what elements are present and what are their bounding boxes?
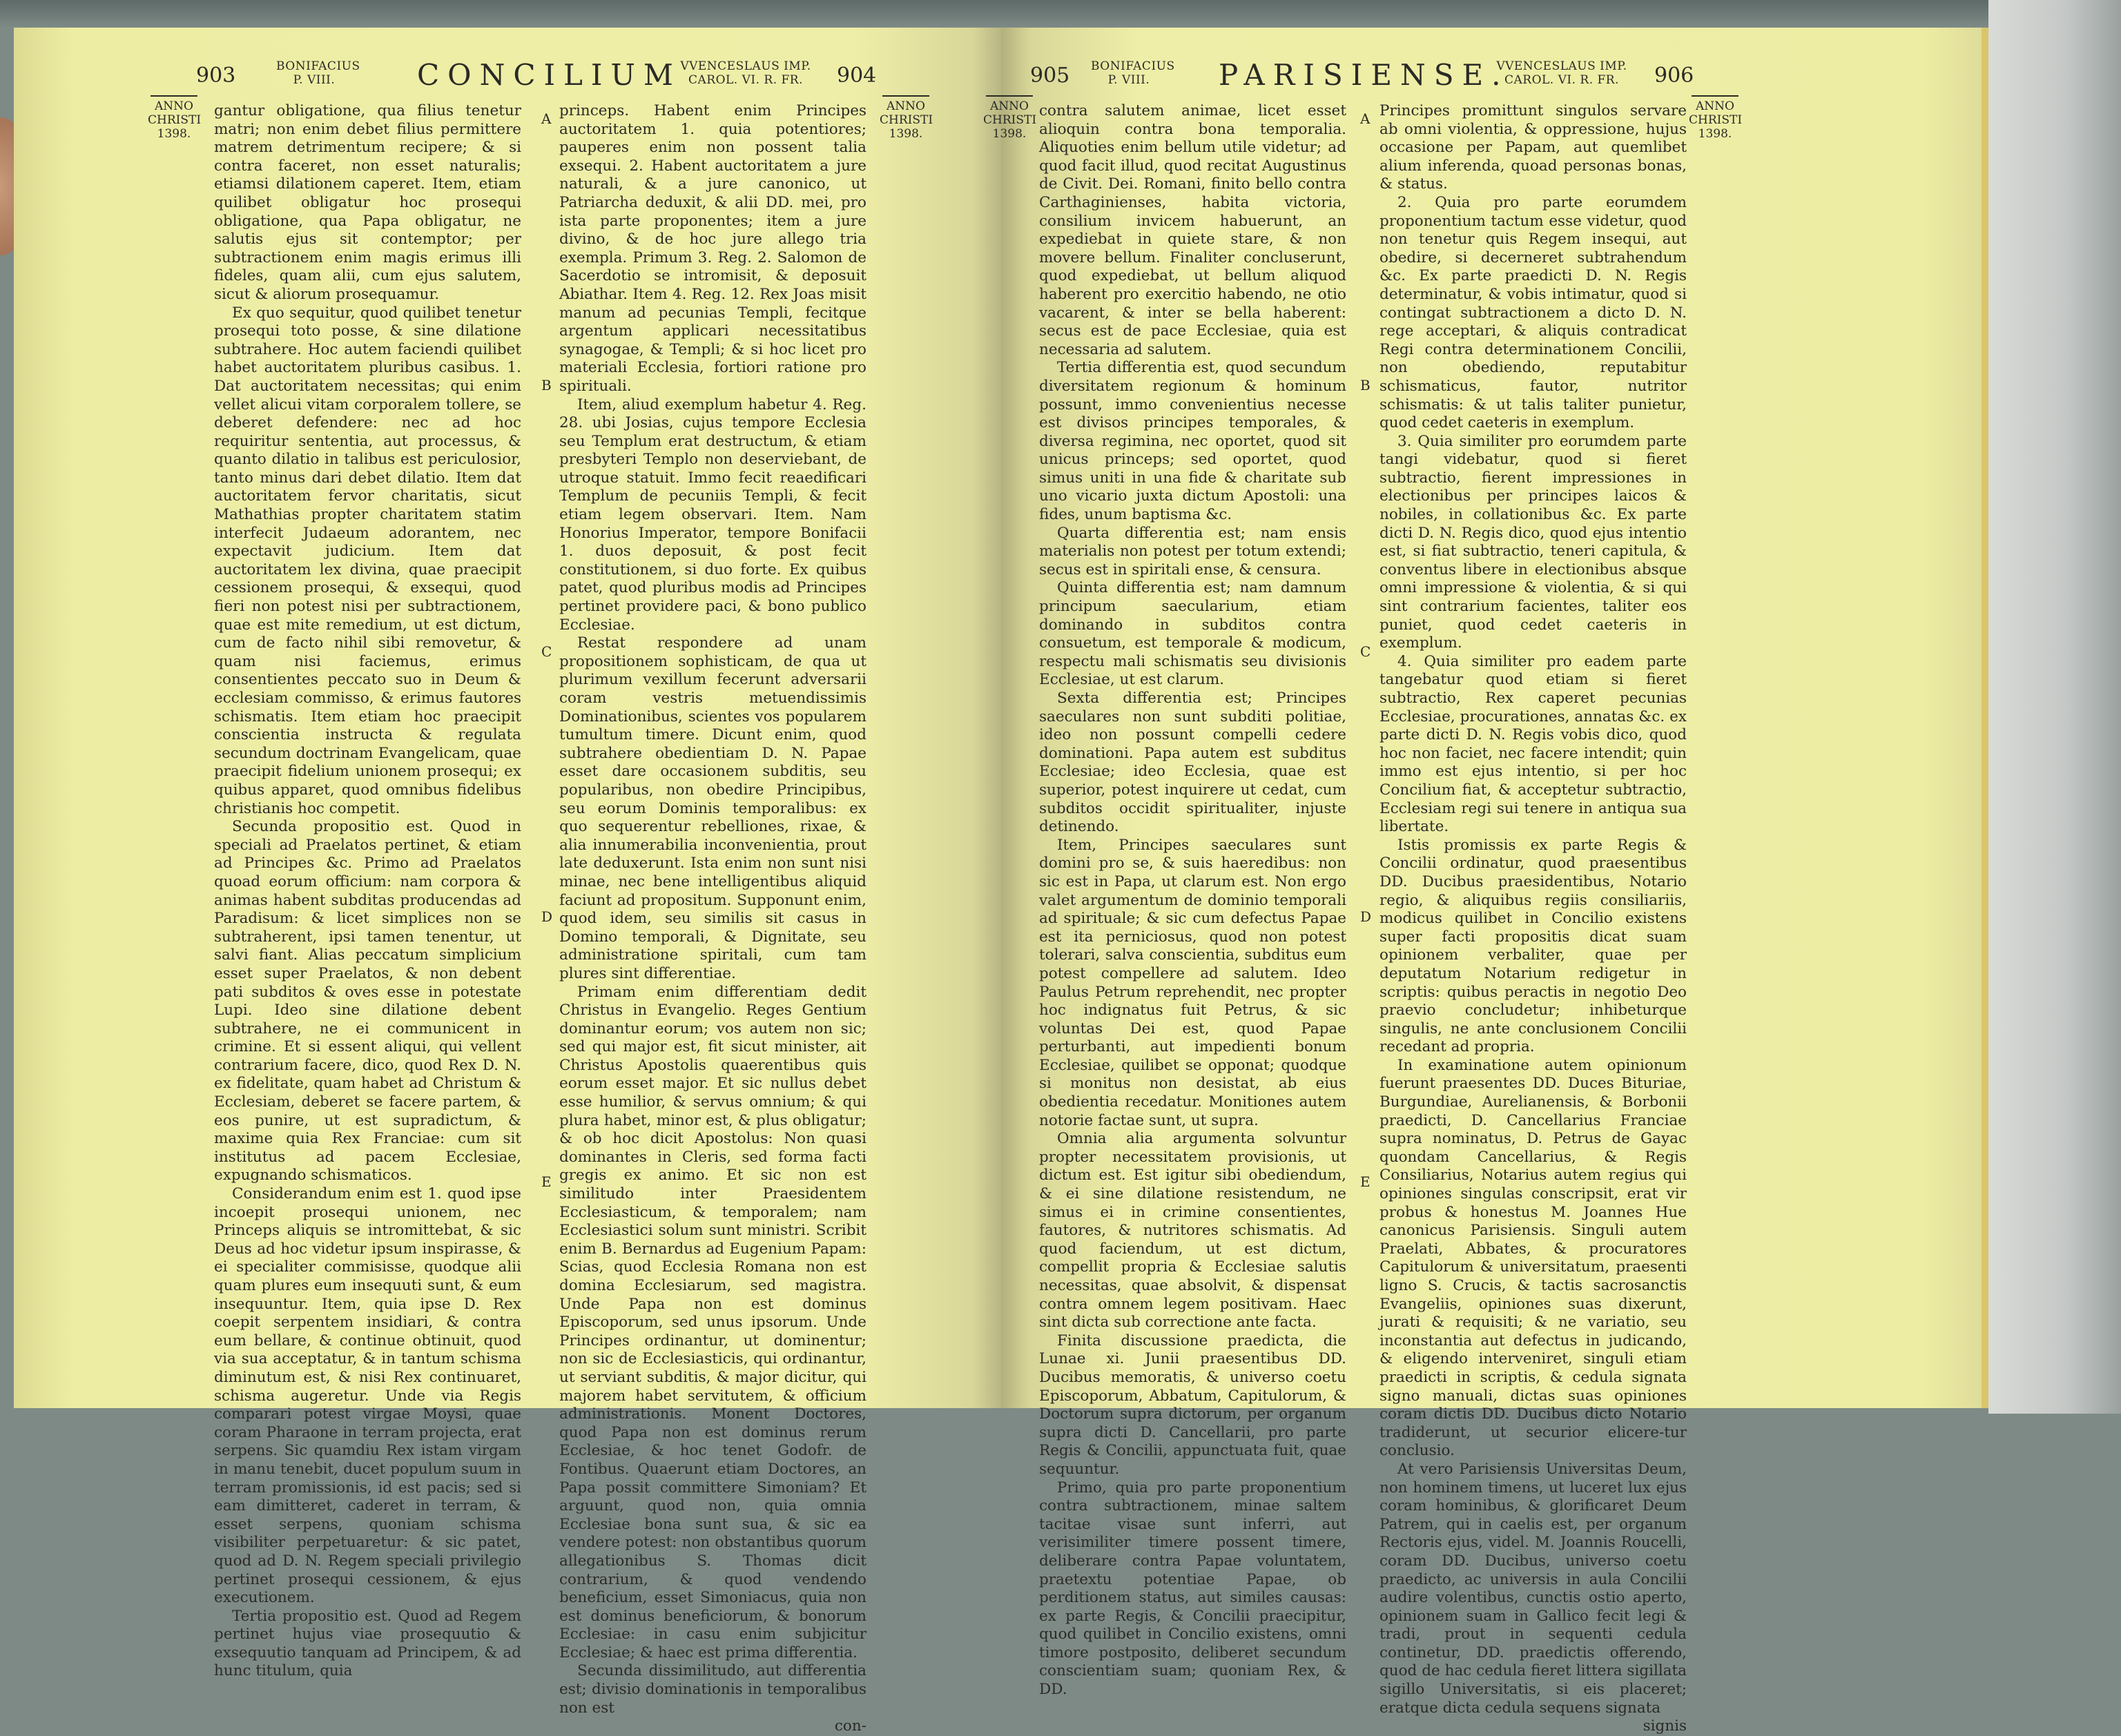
- paragraph: 2. Quia pro parte eorumdem proponentium tactum esse videtur, quod non tenetur quis Regem insequi, aut obedire, si decerneret subtrahendum &c. Ex parte praedicti D. N. Regis determinatur, & vobis intimatur, quod si contingat subtractionem a dicto D. N. rege acceptari, & aliquis contradicat Regi contra determinationem Concilii, non obediendo, reputabitur schismaticus, fautor, nutritor schismatis: & ut talis taliter punietur, quod cedet caeteris in exemplum.: [1379, 193, 1687, 432]
- page-number: 903: [196, 64, 236, 88]
- pope-name: BONIFACIUS: [1091, 59, 1175, 73]
- desk-background: [0, 0, 2121, 28]
- christi-word: CHRISTI: [880, 113, 933, 127]
- anno-word: ANNO: [1696, 99, 1734, 113]
- paragraph: Finita discussione praedicta, die Lunae xi. Junii praesentibus DD. Ducibus memoratis, & universo coetu Episcoporum, Abbatum, Capitulorum, & Doctorum supra dictorum, per organum supra dicti D. Cancellarii, pro parte Regis & Concilii, appunctuata fuit, quae sequuntur.: [1039, 1332, 1346, 1478]
- rule: [882, 95, 929, 97]
- running-title: PARISIENSE.: [1219, 58, 1509, 92]
- rule: [151, 95, 197, 97]
- running-header-right: [1001, 55, 1982, 104]
- page-number: 906: [1654, 64, 1694, 88]
- paragraph: 3. Quia similiter pro eorumdem parte tangi videbatur, quod si fieret subtractio, fierent impressiones in electionibus per principes laicos & nobiles, in collationibus &c. Ex parte dicti D. N. Regis dico, quod ejus intentio est, si fiat subtractio, teneri capitula, & conventus libere in electionibus absque omni impressione & violentia, & si qui sint contrarium facientes, taliter eos puniet, quod cedet caeteris in exemplum.: [1379, 432, 1687, 652]
- paragraph: Primam enim differentiam dedit Christus in Evangelio. Reges Gentium dominantur eorum; vos autem non sic; sed qui major est, fit sicut minister, ait Christus Apostolis quaerentibus quis eorum esset major. Et sic nullus debet esse humilior, & servus omnium; & qui plura habet, minor est, & plus obligatur; & ob hoc dicit Apostolus: Non quasi dominantes in Cleris, sed forma facti gregis ex animo. Et sic non est similitudo inter Praesidentem Ecclesiasticum, & temporalem; nam Ecclesiastici solum sunt ministri. Scribit enim B. Bernardus ad Eugenium Papam: Scias, quod Ecclesia Romana non est domina Ecclesiarum, sed magistra. Unde Papa non est dominus Episcoporum, sed unus ipsorum. Unde Principes ordinantur, ut dominentur; non sic de Ecclesiasticis, qui ordinantur, ut serviant subditis, & major dicitur, qui majorem habet servitutem, & officium administrationis. Monent Doctores, quod Papa non est dominus rerum Ecclesiae, & hoc tenet Godofr. de Fontibus. Quaerunt etiam Doctores, an Papa possit committere Simoniam? Et arguunt, quod non, quia omnia Ecclesiae bona sunt sua, & sic ea vendere potest: non obstantibus quorum allegationibus S. Thomas dicit contrarium, & quod vendendo beneficium, esset Simoniacus, quia non est dominus beneficiorum, & bonorum Ecclesiae: in casu enim subjicitur Ecclesiae; & haec est prima differentia.: [559, 983, 866, 1661]
- emperor-label: [677, 59, 815, 87]
- year-number: 1398.: [889, 127, 923, 141]
- rule: [1692, 95, 1739, 97]
- section-letter: C: [1360, 643, 1371, 660]
- paragraph: In examinatione autem opinionum fuerunt praesentes DD. Duces Bituriae, Burgundiae, Aurelianensis, & Borbonii praedicti, D. Cancellarius Franciae supra nominatus, D. Petrus de Gayac quondam Cancellarius, & Regis Consiliarius, Notarius autem regius qui opiniones singulas conscripsit, erat vir probus & honestus M. Joannes Hue canonicus Parisiensis. Singuli autem Praelati, Abbates, & procuratores Capitulorum & universitatum, praesenti ligno S. Crucis, & tactis sacrosanctis Evangeliis, opiniones suas dixerunt, jurati & requisiti; & ne variatio, seu inconstantia aut defectus in judicando, & eligendo interveniret, singuli etiam praedicti in scriptis, & cedula signata signo manuali, dictas suas opiniones coram dictis DD. Ducibus dicto Notario tradiderunt, ut securior elicere-tur conclusio.: [1379, 1056, 1687, 1460]
- text-column-2: [559, 102, 866, 1736]
- running-title: CONCILIUM: [417, 58, 681, 92]
- paragraph: 4. Quia similiter pro eadem parte tangebatur quod etiam si fieret subtractio, Rex caperet pecunias Ecclesiae, procurationes, annatas &c. ex parte dicti D. N. Regis vobis dico, quod hoc non faciet, nec facere intendit; quin immo est ejus intentio, si per hoc Concilium fiat, & acceptetur subtractio, Ecclesiam regi sui tenere in antiqua sua libertate.: [1379, 652, 1687, 836]
- catchword: signis: [1643, 1717, 1687, 1735]
- pope-number: P. VIII.: [1107, 73, 1150, 87]
- left-page: [14, 28, 1001, 1735]
- page-number: 905: [1030, 64, 1070, 88]
- pope-name: BONIFACIUS: [276, 59, 360, 73]
- year-number: 1398.: [1698, 127, 1732, 141]
- paragraph: At vero Parisiensis Universitas Deum, non hominem timens, ut luceret lux ejus coram hominibus, & glorificaret Deum Patrem, qui in caelis est, per organum Rectoris ejus, videl. M. Joannis Roucelli, coram DD. Ducibus, universo coetu praedicto, ac universis in aula Concilii audire volentibus, cunctis ostio aperto, opinionem suam in Gallico fecit legi & tradi, prout in sequenti cedula continetur, DD. praedictis offerendo, quod de hac cedula fieret littera sigillata sigillo Universitatis, si eis placeret; eratque dicta cedula sequens signata: [1379, 1460, 1687, 1717]
- section-letter: A: [1360, 110, 1371, 127]
- text-column-1: [1039, 102, 1346, 1699]
- year-number: 1398.: [992, 127, 1027, 141]
- section-letter: C: [541, 643, 552, 660]
- paragraph: Primo, quia pro parte proponentium contra subtractionem, minae saltem tacitae visae sunt inferri, aut verisimiliter timere possent timere, deliberare contra Papae voluntatem, praetextu potentiae Papae, ob perditionem status, aut similes causas: ex parte Regis, & Concilii praecipitur, quod quilibet in Concilio existens, omni timore postposito, deliberet secundum conscientiam suam; quoniam Rex, & DD.: [1039, 1479, 1346, 1699]
- pope-label: [1091, 59, 1175, 87]
- paragraph: Secunda propositio est. Quod in speciali ad Praelatos pertinet, & etiam ad Principes &c. Primo ad Praelatos quoad eorum officium: nam corpora & animas habent subditas producendas ad Paradisum: & licet simplices non se subtraherent, ipsi tamen tenentur, ut salvi fiant. Alias peccatum simplicium esset super Praelatos, & non debent pati subditos & oves esse in potestate Lupi. Ideo sine dilatione debent subtrahere, ne ei communicent in crimine. Et si essent aliqui, qui vellent contrarium facere, dico, quod Rex D. N. ex fidelitate, quam habet ad Christum & Ecclesiam, deberet se facere partem, & eos punire, ut est supradictum, & maxime quia Rex Franciae: cum sit institutus ad pacem Ecclesiae, expugnando schismaticos.: [214, 818, 521, 1184]
- anno-word: ANNO: [887, 99, 925, 113]
- paragraph: Tertia differentia est, quod secundum diversitatem regionum & hominum possunt, immo convenientius necesse est divisos principes temporales, & diversa regimina, nec oportet, quod sit unicus princeps; sed oportet, quod simus uniti in una fide & charitate sub uno vicario juxta dictum Apostoli: una fides, unum baptisma &c.: [1039, 359, 1346, 524]
- open-book: [14, 28, 1988, 1735]
- king-name: CAROL. VI. R. FR.: [1504, 73, 1620, 87]
- christi-word: CHRISTI: [983, 113, 1037, 127]
- text-column-1: [214, 102, 521, 1681]
- desk-paper-edge: [1988, 0, 2121, 1414]
- paragraph: Principes promittunt singulos servare ab omni violentia, & oppressione, hujus occasione per Papam, aut quemlibet alium inferenda, quoad personas bonas, & status.: [1379, 102, 1687, 193]
- paragraph: contra salutem animae, licet esset alioquin contra bona temporalia. Aliquoties enim bellum utile videtur; ad quod facit illud, quod recitat Augustinus de Civit. Dei. Romani, finito bello contra Carthaginienses, habita victoria, consilium invicem habuerunt, an expediebat in quiete stare, & non movere bellum. Finaliter concluserunt, quod expediebat, ut bellum aliquod haberent pro exercitio habendo, ne otio vacarent, & inter se bella haberent: secus est de pace Ecclesiae, quia est necessaria ad salutem.: [1039, 102, 1346, 358]
- king-name: CAROL. VI. R. FR.: [688, 73, 804, 87]
- paragraph: gantur obligatione, qua filius tenetur matri; non enim debet filius permittere matrem detrimentum recipere; & si contra faceret, non esset naturalis; etiamsi dilationem caperet. Item, etiam quilibet obligatur hoc prosequi obligatione, qua Papa obligatur, ne salutis ejus sit contemptor; per subtractionem enim magis erimus illi fideles, quam alii, cum ejus salutem, sicut & aliorum prosequamur.: [214, 102, 521, 303]
- paragraph: Omnia alia argumenta solvuntur propter necessitatem provisionis, ut dictum est. Est igitur sibi obediendum, & ei sine dilatione resistendum, ne simus ei in crimine consentientes, fautores, & nutritores schismatis. Ad quod faciendum, ut est dictum, compellit propria & Ecclesiae salutis necessitas, quae absolvit, & dispensat contra omnem legem positivam. Haec sint dicta sub correctione ante facta.: [1039, 1130, 1346, 1332]
- pope-number: P. VIII.: [293, 73, 336, 87]
- paragraph: Secunda dissimilitudo, aut differentia est; divisio dominationis in temporalibus non est: [559, 1662, 866, 1717]
- section-letter: B: [541, 377, 552, 393]
- emperor-label: [1493, 59, 1631, 87]
- year-marginal-note: [1689, 95, 1741, 141]
- section-letter: D: [1360, 908, 1372, 925]
- year-marginal-note: [880, 95, 932, 141]
- text-column-2: [1379, 102, 1687, 1736]
- emperor-name: VVENCESLAUS IMP.: [1496, 59, 1627, 73]
- pope-label: [276, 59, 360, 87]
- christi-word: CHRISTI: [1689, 113, 1743, 127]
- page-number: 904: [837, 64, 877, 88]
- year-number: 1398.: [157, 127, 191, 141]
- paragraph: Item, aliud exemplum habetur 4. Reg. 28. ubi Josias, cujus tempore Ecclesia seu Templum erat destructum, & etiam presbyteri Templo non deserviebant, de utroque statuit. Immo fecit reaedificari Templum de pecuniis Templi, & fecit etiam legem observari. Item. Nam Honorius Imperator, tempore Bonifacii 1. duos deposuit, & post fecit constitutionem, si duo forte. Ex quibus patet, quod pluribus modis ad Principes pertinet providere paci, & bono publico Ecclesiae.: [559, 396, 866, 634]
- paragraph: Restat respondere ad unam propositionem sophisticam, de qua ut plurimum vexillum fecerunt adversarii coram vestris metuendissimis Dominationibus, scientes vos popularem tumultum timere. Dicunt enim, quod subtrahere obedientiam D. N. Papae esset dare occasionem subditis, seu popularibus, non obedire Principibus, seu eorum Dominis temporalibus: ex quo sequerentur rebelliones, rixae, & alia innumerabilia inconvenientia, prout late deduxerunt. Ista enim non sunt nisi minae, nec bene intelligentibus aliquid faciunt ad propositum. Supponunt enim, quod idem, seu similis sit casus in Domino temporali, & Dignitate, seu administratione spiritali, cum tam plures sint differentiae.: [559, 634, 866, 982]
- christi-word: CHRISTI: [148, 113, 202, 127]
- paragraph: Sexta differentia est; Principes saeculares non sunt subditi politiae, ideo non possunt compelli cedere dominationi. Papa autem est subditus Ecclesiae; ideo Ecclesia, quae est superior, potest inquirere ut cedat, cum subditos occidit spiritualiter, injuste detinendo.: [1039, 690, 1346, 836]
- section-letter: D: [541, 908, 553, 925]
- paragraph: Istis promissis ex parte Regis & Concilii ordinatur, quod praesentibus DD. Ducibus praesidentibus, Notario regio, & aliquibus regiis consiliariis, modicus quilibet in Concilio existens super facti propositis dicat suam opinionem verbaliter, quae per deputatum Notarium redigetur in scriptis: quibus peractis in negotio Deo praevio concludetur; inhibeturque singulis, ne ante conclusionem Concilii recedant ad propria.: [1379, 836, 1687, 1056]
- paragraph: Item, Principes saeculares sunt domini pro se, & suis haeredibus: non sic est in Papa, ut clarum est. Non ergo valet argumentum de dominio temporali ad spirituale; & sic cum defectus Papae est ita perniciosus, quod non potest tolerari, salva conscientia, subditus eum potest compellere ad salutem. Ideo Paulus Petrum reprehendit, nec propter hoc indignatus fuit Petrus, & sic voluntas Dei est, quod Papae perturbanti, aut impedienti bonum Ecclesiae, quilibet se opponat; quodque si monitus non desistat, ab eius obedientia recedatur. Monitiones autem notorie factae sunt, ut supra.: [1039, 836, 1346, 1129]
- paragraph: Quinta differentia est; nam damnum principum saecularium, etiam dominando in subditos contra consuetum, est temporale & modicum, respectu mali schismatis seu divisionis Ecclesiae, ut est clarum.: [1039, 579, 1346, 689]
- section-letter: A: [541, 110, 552, 127]
- rule: [986, 95, 1033, 97]
- paragraph: Ex quo sequitur, quod quilibet tenetur prosequi toto posse, & sine dilatione subtrahere. Hoc autem faciendi quilibet habet auctoritatem pluribus casibus. 1. Dat auctoritatem necessitas; qui enim vellet alicui vitam corporalem tollere, se deberet defendere: nec ad hoc requiritur sententia, aut processus, & quanto dilatio in talibus est periculosior, tanto minus dari debet dilatio. Item dat auctoritatem fervor charitatis, sicut Mathathias propter charitatem statim interfecit Judaeum adorantem, nec expectavit judicium. Item dat auctoritatem lex divina, quae praecipit cessionem prosequi, & exsequi, quod fieri non potest nisi per subtractionem, quae est mite remedium, ut est dictum, cum de facto nihil sibi removetur, & quam nisi faciemus, erimus consentientes peccato suo in Deum & ecclesiam commisso, & erimus fautores schismatis. Item etiam hoc praecipit conscientia instructa & regulata secundum doctrinam Evangelicam, quae praecipit fidelium unionem prosequi; ex quibus apparet, quod omnibus fidelibus christianis hoc competit.: [214, 304, 521, 817]
- year-marginal-note: [148, 95, 200, 141]
- anno-word: ANNO: [990, 99, 1029, 113]
- emperor-name: VVENCESLAUS IMP.: [680, 59, 811, 73]
- paragraph: princeps. Habent enim Principes auctoritatem 1. quia potentiores; pauperes enim non possent talia exsequi. 2. Habent auctoritatem a jure naturali, & a jure canonico, ut Patriarcha deduxit, & alii DD. mei, pro ista parte proponentes; item a jure divino, & de hoc jure allego tria exempla. Primum 3. Reg. 2. Salomon de Sacerdotio se intromisit, & deposuit Abiathar. Item 4. Reg. 12. Rex Joas misit manum ad pecunias Templi, fecitque argentum applicari necessitatibus synagogae, & Templi; & si hoc licet pro materiali Ecclesia, fortiori ratione pro spirituali.: [559, 102, 866, 395]
- paragraph: Quarta differentia est; nam ensis materialis non potest per totum extendi; secus est in spiritali ense, & censura.: [1039, 524, 1346, 578]
- section-letter: E: [541, 1173, 552, 1190]
- right-page: [983, 28, 1988, 1735]
- section-letter: B: [1360, 377, 1371, 393]
- section-letter: E: [1360, 1173, 1371, 1190]
- year-marginal-note: [983, 95, 1036, 141]
- anno-word: ANNO: [155, 99, 193, 113]
- catchword: con-: [834, 1717, 866, 1735]
- paragraph: Tertia propositio est. Quod ad Regem pertinet hujus viae prosequutio & exsequutio tanquam ad Principem, & ad hunc titulum, quia: [214, 1607, 521, 1680]
- paragraph: Considerandum enim est 1. quod ipse incoepit prosequi unionem, nec Princeps aliquis se intromittebat, & sic Deus ad hoc videtur ipsum inspirasse, & ei specialiter commisisse, quodque alii quam plures eum insequuti sunt, & eum insequuntur. Item, quia ipse D. Rex coepit serpentem insidiari, & contra eum bellare, & continue obtinuit, quod via sua acceptatur, & in tantum schisma diminutum est, & nisi Rex continuaret, schisma augeretur. Unde via Regis comparari potest virgae Moysi, quae coram Pharaone in terram projecta, erat serpens. Sic quamdiu Rex istam virgam in manu tenebit, ducet populum suum in terram promissionis, id est pacis; sed si eam dimitteret, caderet in terram, & esset serpens, quoniam schisma visibiliter perpetuaretur: & sic patet, quod ad D. N. Regem speciali privilegio pertinet prosequi cessionem, & ejus executionem.: [214, 1185, 521, 1607]
